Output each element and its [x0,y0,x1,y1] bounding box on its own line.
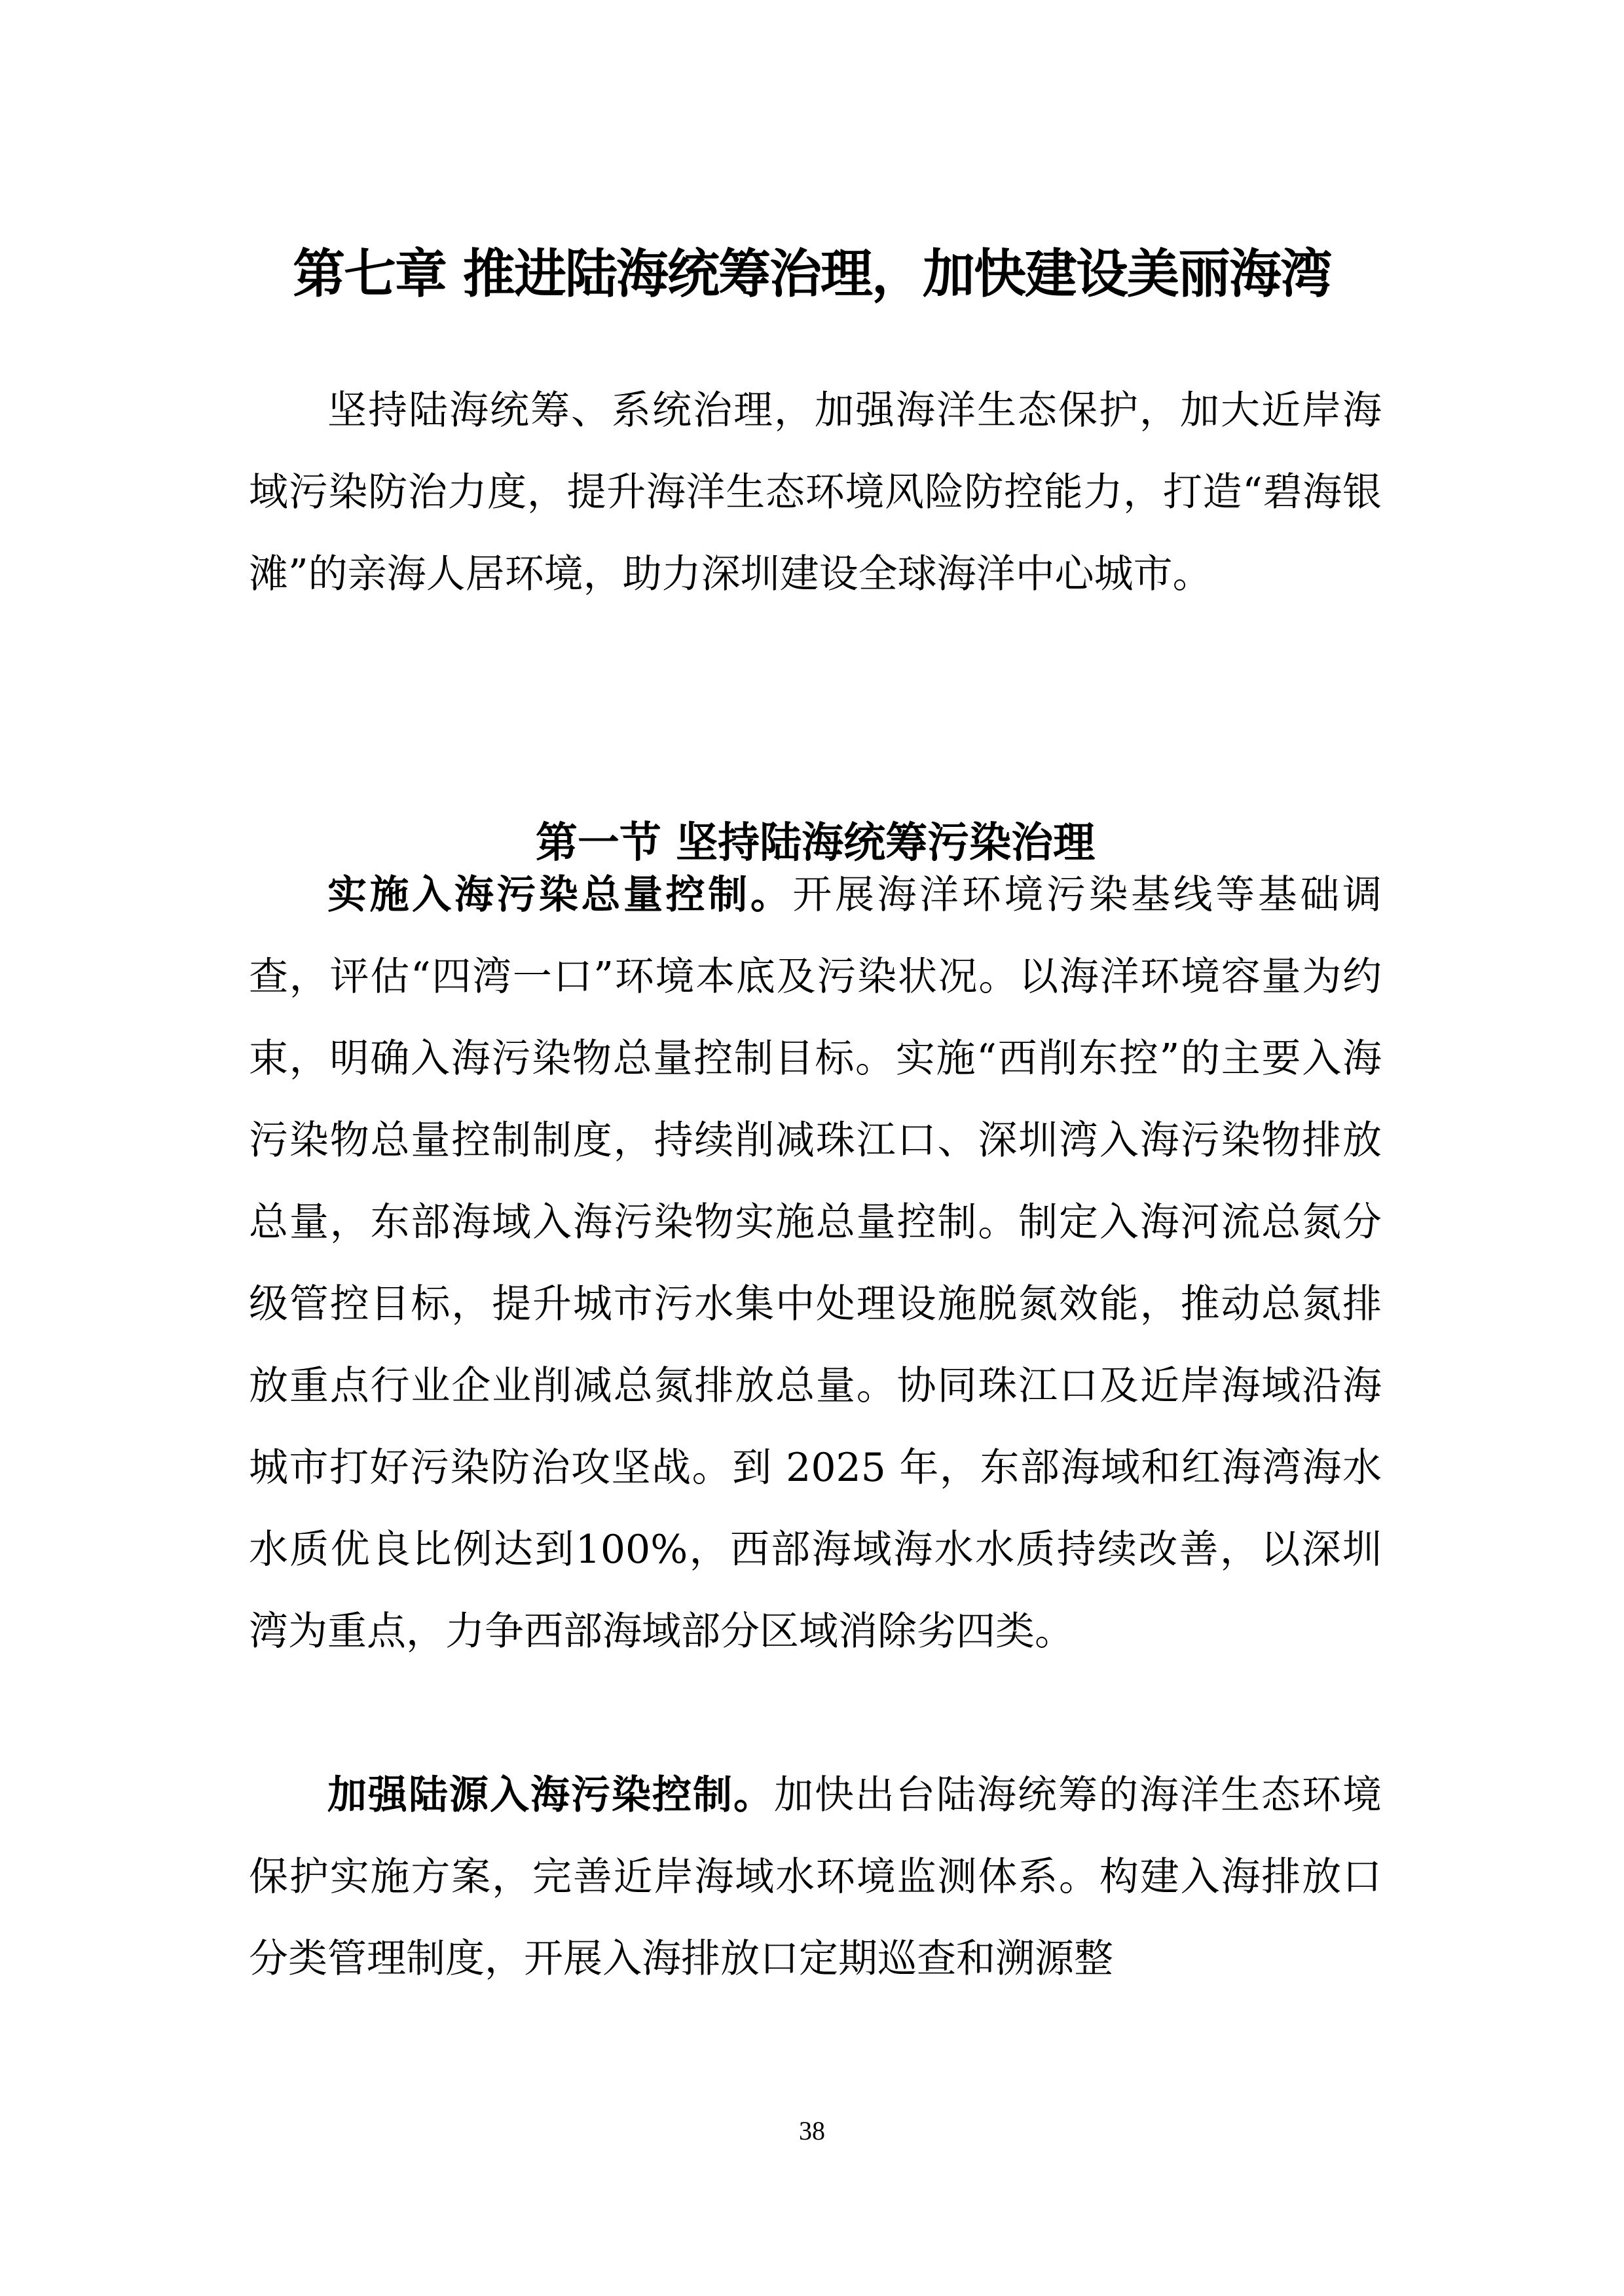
paragraph-2-lead: 加强陆源入海污染控制。 [327,1772,774,1818]
intro-paragraph: 坚持陆海统筹、系统治理，加强海洋生态保护，加大近岸海域污染防治力度，提升海洋生态环境风险防控能力，打造“碧海银滩”的亲海人居环境，助力深圳建设全球海洋中心城市。 [249,388,1382,597]
paragraph-1-text: 开展海洋环境污染基线等基础调查，评估“四湾一口”环境本底及污染状况。以海洋环境容量为约束，明确入海污染物总量控制目标。实施“西削东控”的主要入海污染物总量控制制度，持续削减珠江口、深圳湾入海污染物排放总量，东部海域入海污染物实施总量控制。制定入海河流总氮分级管控目标，提升城市污水集中处理设施脱氮效能，推动总氮排放重点行业企业削减总氮排放总量。协同珠江口及近岸海域沿海城市打好污染防治攻坚战。到 2025 年，东部海域和红海湾海水水质优良比例达到100%，西部海域海水水质持续改善，以深圳湾为重点，力争西部海域部分区域消除劣四类。 [249,872,1382,1654]
chapter-title: 第七章 推进陆海统筹治理，加快建设美丽海湾 [293,243,1331,304]
paragraph-1 [249,854,1382,1673]
page-number: 38 [799,2116,825,2145]
section-title: 第一节 坚持陆海统筹污染治理 [535,818,1096,868]
paragraph-1-lead: 实施入海污染总量控制。 [327,872,793,918]
paragraph-2-text: 加快出台陆海统筹的海洋生态环境保护实施方案，完善近岸海域水环境监测体系。构建入海排放口分类管理制度，开展入海排放口定期巡查和溯源整 [249,1772,1382,1982]
paragraph-2 [249,1755,1382,2000]
